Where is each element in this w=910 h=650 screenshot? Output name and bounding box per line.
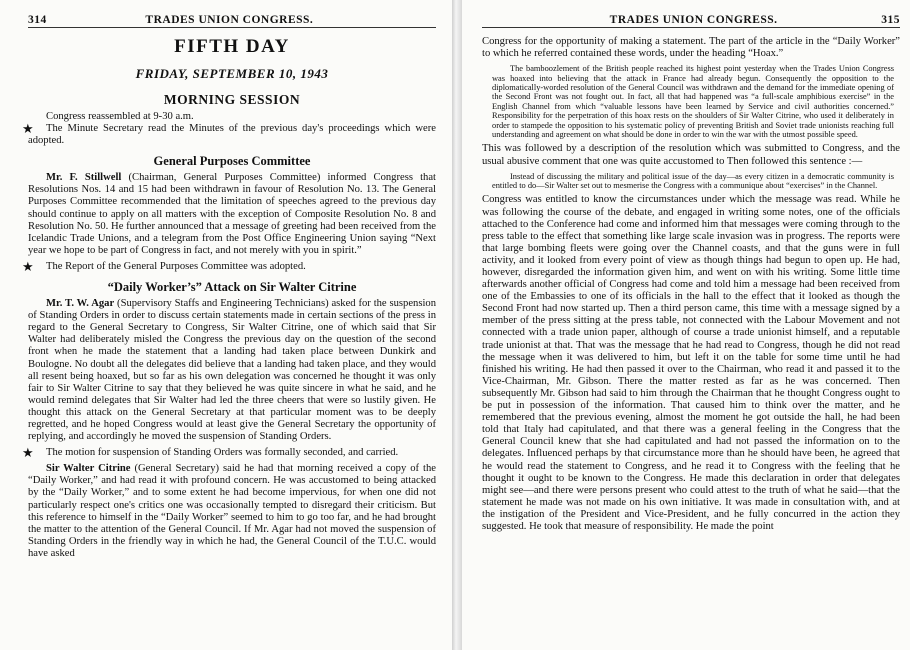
session-title: MORNING SESSION	[163, 92, 301, 107]
speaker-name: Sir Walter Citrine	[46, 463, 131, 475]
paragraph-text: The motion for suspension of Standing Orders was formally seconded, and carried.	[46, 447, 399, 459]
right-running-title: TRADES UNION CONGRESS.	[609, 14, 778, 26]
left-running-title: TRADES UNION CONGRESS.	[145, 14, 314, 26]
speaker-name: Mr. T. W. Agar	[46, 298, 115, 310]
star-icon: ★	[22, 445, 34, 461]
paragraph-text: The Report of the General Purposes Committee was adopted.	[46, 260, 306, 272]
right-running-head	[482, 0, 900, 28]
paragraph	[22, 445, 436, 461]
paragraph	[22, 258, 436, 274]
left-running-head	[28, 0, 436, 28]
block-quote	[492, 172, 894, 191]
paragraph-text: The Minute Secretary read the Minutes of the previous day's proceedings which were adopted.	[28, 123, 436, 147]
section-heading: General Purposes Committee	[153, 154, 311, 169]
section-heading: “Daily Worker’s” Attack on Sir Walter Citrine	[107, 280, 357, 295]
star-icon: ★	[22, 121, 34, 137]
quote-text: Instead of discussing the military and political issue of the day—as every citizen in a democratic community is entitled to do—Sir Walter set out to mesmerise the Congress with a communique about “exercises” in the Channel.	[492, 171, 894, 191]
speaker-name: Mr. F. Stillwell	[46, 172, 122, 184]
book-gutter	[452, 0, 462, 650]
paragraph: Congress reassembled at 9-30 a.m.	[46, 111, 194, 122]
paragraph	[28, 298, 436, 443]
paragraph-text: (Chairman, General Purposes Committee) informed Congress that Resolutions Nos. 14 and 15 had been withdrawn in favour of Resolution No. 13. The General Purposes Committee recommended that the limitation of speeches agreed to the previous day should continue to apply on all matters with the exception of Composite Resolution No. 8 and Resolution No. 50. He further announced that a message of greeting had been received from the Icelandic Trade Unions, and a telegram from the Post Office Engineering Union saying “Next year we hope to be part of Congress in fact, and not merely with you in spirit.”	[28, 172, 436, 256]
paragraph	[28, 463, 436, 560]
block-quote	[492, 64, 894, 139]
paragraph: This was followed by a description of the resolution which was submitted to Congress, and the usual abusive comment that one was quite accustomed to Then followed this sentence :—	[482, 143, 900, 167]
right-page	[462, 0, 910, 650]
right-page-number: 315	[881, 14, 900, 26]
paragraph	[28, 172, 436, 257]
day-title: FIFTH DAY	[174, 36, 290, 57]
paragraph-text: (General Secretary) said he had that morning received a copy of the “Daily Worker,” and had read it with profound concern. He was accustomed to being attacked by the “Daily Worker,” and to some extent he had become impervious, for when one did not particularly respect one's critics one was occasionally tempted to disregard their criticism. But this reference to himself in the “Daily Worker” seemed to him to go too far, and he had brought the matter to the attention of the General Council. If Mr. Agar had not moved the suspension of Standing Orders in the friendly way in which he had, the General Council of the T.U.C. would have asked	[28, 463, 436, 559]
paragraph: Congress for the opportunity of making a statement. The part of the article in the “Daily Worker” to which he referred contained these words, under the heading “Hoax.”	[482, 36, 900, 60]
quote-text: The bamboozlement of the British people reached its highest point yesterday when the Trades Union Congress was hoaxed into believing that the attack in France had already begun. Consequently the opposition to the diplomatically-worded resolution of the General Council was withdrawn and the demand for the immediate opening of the Second Front was not fought out. In fact, all that had happened was “a full-scale amphibious exercise” in the English Channel from which “valuable lessons have been learned by Service and civil authorities concerned.” Responsibility for the perpetration of this hoax rests on the shoulders of Sir Walter Citrine, who used it deliberately in order to stampede the opposition to his systematic policy of preventing British and Soviet trade unionists reaching full understanding and agreement on what should be done in order to win the war with the utmost possible speed.	[492, 64, 894, 140]
star-icon: ★	[22, 258, 34, 274]
paragraph: Congress was entitled to know the circumstances under which the message was read. While he was following the course of the debate, and engaged in writing some notes, one of the officials attached to the Conference had come and informed him that messages were coming through to the press table to the effect that something like large scale invasion was in progress. The reports were that large bombing fleets were going over the Channel coasts, and that the guns were in full activity, and it looked from every point of view as though things had begun to open up. He had, however, disregarded the information given him, and went on with his writing. Some little time afterwards another official of Congress had come and told him a message had been received from one of the Embassies to one of its officials in the hall to the effect that it looked as though the Second Front had now started up. Then a third person came, this time with a message signed by a member of the press sitting at the press table, not connected with the Labour Movement and not connected with a trade union paper, although of course a trade unionist himself, and a reputable trade unionist at that. That was the message that he had read to Congress, though he did not read the message when it was delivered to him, but left it on the table for some time until he had finished his writing. He had then passed it over to the Chairman, who read it and passed it to the Vice-Chairman, Mr. Gibson. There the matter rested as far as he was concerned. Then subsequently Mr. Gibson had said to him through the Chairman that he thought Congress ought to be put in possession of the information. That caused him to think over the matter, and he remembered that the previous evening, almost the moment he got outside the hall, he had been told that Italy had capitulated, and that there was a general feeling in the Congress that the General Council knew that she had capitulated and had not passed the information on to the delegates. Influenced perhaps by that circumstance more than he should have been, he agreed that he would read the statement to Congress, and he read it to Congress with the feeling that he thought it ought to be known to the Congress. He made this declaration in order that delegates might see—and there were persons present who could attest to the truth of what he said—that the statement he made was not made on his own initiative. It was made in consultation with, and at the instigation of the President and Vice-President, and he fully concurred in the action they suggested. He took that measure of responsibility. He made the point	[482, 194, 900, 532]
left-page	[0, 0, 452, 650]
left-page-number: 314	[28, 14, 47, 26]
paragraph-text: (Supervisory Staffs and Engineering Technicians) asked for the suspension of Standing Orders in order to discuss certain statements made in certain sections of the press in regard to the General Secretary to Congress, Sir Walter Citrine, one of which said that Sir Walter had deliberately misled the Congress the previous day on the question of the second front when he made the statement that a landing had taken place between Dunkirk and Boulogne. No doubt all the delegates did believe that a landing had taken place, and they would all resent being hoaxed, but so far as his own delegation was concerned he thought it was only fair to Sir Walter Citrine to say that they believed he was quite sincere in what he said, and he would remind delegates that Sir Walter had led the three cheers that were so lustily given. He thought this attack on the General Secretary at that particular moment was to be deeply regretted, and he hoped Congress would at least give the General Secretary the opportunity of replying, and accordingly he moved the suspension of Standing Orders.	[28, 298, 436, 443]
paragraph	[22, 121, 436, 147]
session-date: FRIDAY, SEPTEMBER 10, 1943	[135, 66, 329, 81]
